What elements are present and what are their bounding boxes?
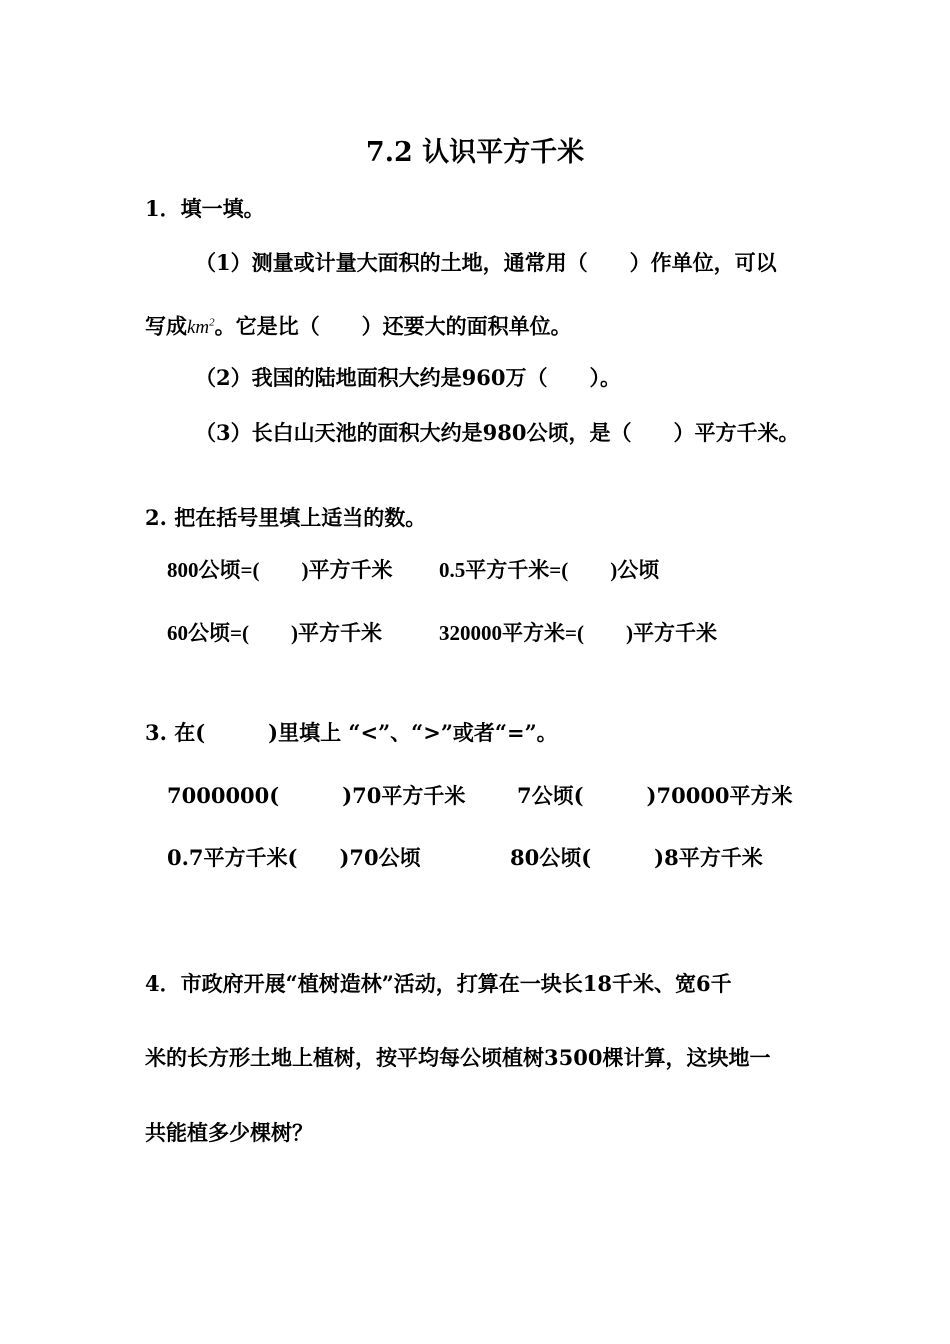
- question-1-part-3: （3）长白山天池的面积大约是980公顷，是（ ）平方千米。: [195, 420, 800, 445]
- question-1-part-1-line-2-prefix: 写成: [145, 313, 187, 339]
- unit-km2-exponent: 2: [209, 317, 215, 329]
- unit-km2-base: km: [187, 317, 210, 339]
- unit-km2: [187, 317, 215, 338]
- question-1-part-1-line-2: [145, 310, 572, 341]
- question-3-item-3: 0.7平方千米( )70公顷: [167, 845, 421, 870]
- question-4-line-2: 米的长方形土地上植树，按平均每公顷植树3500棵计算，这块地一: [145, 1045, 771, 1070]
- question-3-heading: 3. 在( )里填上 “<”、“>”或者“=”。: [145, 720, 558, 745]
- question-1-part-1-line-1: （1）测量或计量大面积的土地，通常用（ ）作单位，可以: [195, 250, 777, 275]
- page-title: 7.2 认识平方千米: [365, 137, 585, 168]
- question-2-heading: 2. 把在括号里填上适当的数。: [145, 505, 427, 530]
- question-2-item-4: 320000平方米=( )平方千米: [439, 621, 717, 645]
- question-1-part-1-line-2-suffix: 。它是比（ ）还要大的面积单位。: [214, 313, 572, 339]
- question-4-line-1: 4．市政府开展“植树造林”活动，打算在一块长18千米、宽6千: [145, 971, 732, 996]
- question-3-item-1: 7000000( )70平方千米: [167, 783, 466, 808]
- question-3-item-4: 80公顷( )8平方千米: [510, 845, 763, 870]
- question-2-item-2: 0.5平方千米=( )公顷: [439, 558, 660, 582]
- question-3-item-2: 7公顷( )70000平方米: [517, 783, 793, 808]
- question-4-line-3: 共能植多少棵树？: [145, 1120, 313, 1145]
- question-2-item-3: 60公顷=( )平方千米: [167, 621, 382, 645]
- question-1-part-2: （2）我国的陆地面积大约是960万（ ）。: [195, 365, 621, 390]
- question-1-heading: 1．填一填。: [145, 196, 265, 221]
- question-2-item-1: 800公顷=( )平方千米: [167, 558, 393, 582]
